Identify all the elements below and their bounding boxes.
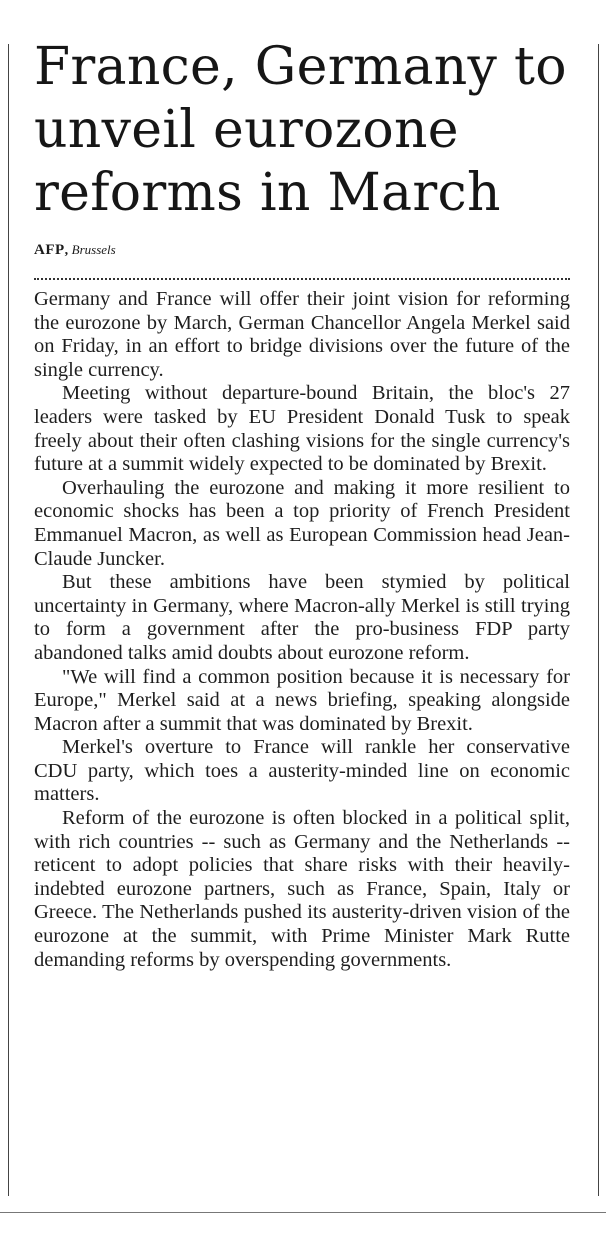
- article-paragraph: Overhauling the eurozone and making it more resilient to economic shocks has been a top priority of French President Emmanuel Macron, as well as European Commission head Jean-Claude Juncker.: [34, 476, 570, 570]
- article-paragraph: Merkel's overture to France will rankle her conservative CDU party, which toes a austerity-minded line on economic matters.: [34, 736, 570, 806]
- news-article: [34, 36, 570, 972]
- article-paragraph: Reform of the eurozone is often blocked in a political split, with rich countries -- such as Germany and the Netherlands -- reticent to adopt policies that share risks with their heavily-indebted eurozone partners, such as France, Spain, Italy or Greece. The Netherlands pushed its austerity-driven vision of the eurozone at the summit, with Prime Minister Mark Rutte demanding reforms by overspending governments.: [34, 807, 570, 971]
- right-column-rule: [598, 44, 599, 1196]
- byline-dateline: Brussels: [71, 242, 116, 257]
- byline-agency: AFP: [34, 242, 65, 258]
- article-body: [34, 288, 570, 972]
- article-paragraph: Germany and France will offer their joint vision for reforming the eurozone by March, German Chancellor Angela Merkel said on Friday, in an effort to bridge divisions over the future of the single currency.: [34, 288, 570, 381]
- bottom-rule: [0, 1212, 606, 1213]
- dotted-divider: [34, 278, 570, 280]
- byline: [34, 241, 570, 260]
- article-headline: France, Germany to unveil eurozone reforms in March: [34, 37, 567, 223]
- article-paragraph: Meeting without departure-bound Britain, the bloc's 27 leaders were tasked by EU President Donald Tusk to speak freely about their often clashing visions for the single currency's future at a summit widely expected to be dominated by Brexit.: [34, 382, 570, 476]
- left-column-rule: [8, 44, 9, 1196]
- article-paragraph: But these ambitions have been stymied by political uncertainty in Germany, where Macron-ally Merkel is still trying to form a government after the pro-business FDP party abandoned talks amid doubts about eurozone reform.: [34, 571, 570, 664]
- byline-separator: ,: [64, 243, 69, 258]
- article-paragraph: "We will find a common position because it is necessary for Europe," Merkel said at a news briefing, speaking alongside Macron after a summit that was dominated by Brexit.: [34, 665, 570, 735]
